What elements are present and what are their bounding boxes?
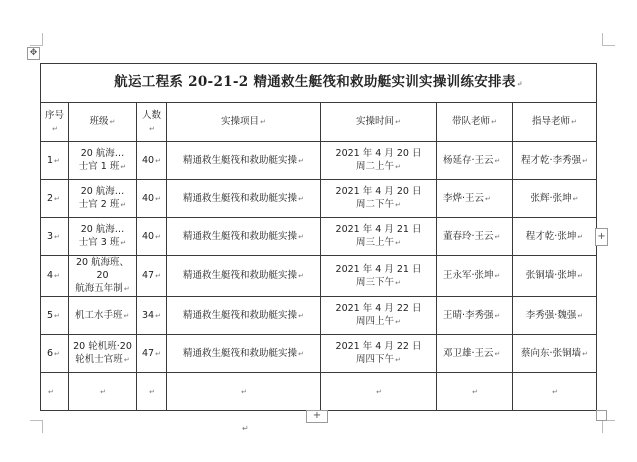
row-item-cell[interactable]: 精通救生艇筏和救助艇实操↵ (167, 297, 321, 335)
row-item-cell[interactable]: 精通救生艇筏和救助艇实操↵ (167, 180, 321, 218)
empty-cell[interactable]: ↵ (167, 373, 321, 411)
table-row (41, 256, 597, 297)
row-class-cell[interactable]: 20 轮机班·20 轮机士官班↵ (69, 335, 137, 373)
row-count-cell[interactable]: 40↵ (137, 218, 167, 256)
add-row-button[interactable]: + (306, 410, 328, 423)
row-leader-cell[interactable]: 王晴·李秀强↵ (437, 297, 513, 335)
header-cell-count[interactable]: 人数↵ (137, 103, 167, 142)
add-column-button[interactable]: + (595, 228, 608, 246)
row-no-cell[interactable]: 2↵ (41, 180, 69, 218)
row-leader-cell[interactable]: 邓卫雄·王云↵ (437, 335, 513, 373)
row-no-cell[interactable]: 1↵ (41, 142, 69, 180)
table-row (41, 335, 597, 373)
empty-cell[interactable]: ↵ (321, 373, 437, 411)
header-cell-no[interactable]: 序号↵ (41, 103, 69, 142)
header-cell-time[interactable]: 实操时间↵ (321, 103, 437, 142)
row-count-cell[interactable]: 47↵ (137, 335, 167, 373)
row-class-cell[interactable]: 20 航海班、20 航海五年制↵ (69, 256, 137, 297)
empty-cell[interactable]: ↵ (41, 373, 69, 411)
row-item-cell[interactable]: 精通救生艇筏和救助艇实操↵ (167, 256, 321, 297)
row-no-cell[interactable]: 6↵ (41, 335, 69, 373)
row-leader-cell[interactable]: 杨延存·王云↵ (437, 142, 513, 180)
row-instructor-cell[interactable]: 李秀强·魏强↵ (513, 297, 597, 335)
row-class-cell[interactable]: 20 航海… 士官 2 班↵ (69, 180, 137, 218)
page-crop-mark-bottom-left (30, 420, 43, 433)
table-row (41, 297, 597, 335)
empty-cell[interactable]: ↵ (437, 373, 513, 411)
row-count-cell[interactable]: 40↵ (137, 142, 167, 180)
row-no-cell[interactable]: 4↵ (41, 256, 69, 297)
row-count-cell[interactable]: 47↵ (137, 256, 167, 297)
row-instructor-cell[interactable]: 程才乾·李秀强↵ (513, 142, 597, 180)
header-cell-item[interactable]: 实操项目↵ (167, 103, 321, 142)
page-crop-mark-bottom-right (602, 420, 615, 433)
row-count-cell[interactable]: 34↵ (137, 297, 167, 335)
empty-cell[interactable]: ↵ (513, 373, 597, 411)
row-instructor-cell[interactable]: 蔡向东·张铜墙↵ (513, 335, 597, 373)
table-move-handle-icon[interactable]: ✥ (27, 47, 40, 60)
row-leader-cell[interactable]: 李烨·王云↵ (437, 180, 513, 218)
page-crop-mark-top-left (30, 33, 43, 46)
row-no-cell[interactable]: 5↵ (41, 297, 69, 335)
header-cell-leader[interactable]: 带队老师↵ (437, 103, 513, 142)
row-time-cell[interactable]: 2021 年 4 月 20 日 周二上午↵ (321, 142, 437, 180)
table-title-cell[interactable]: 航运工程系 20-21-2 精通救生艇筏和救助艇实训实操训练安排表↵ (41, 64, 597, 103)
row-leader-cell[interactable]: 董春玲·王云↵ (437, 218, 513, 256)
row-time-cell[interactable]: 2021 年 4 月 22 日 周四下午↵ (321, 335, 437, 373)
table-row (41, 218, 597, 256)
row-time-cell[interactable]: 2021 年 4 月 22 日 周四上午↵ (321, 297, 437, 335)
row-time-cell[interactable]: 2021 年 4 月 21 日 周三下午↵ (321, 256, 437, 297)
header-cell-class[interactable]: 班级↵ (69, 103, 137, 142)
row-time-cell[interactable]: 2021 年 4 月 20 日 周二下午↵ (321, 180, 437, 218)
row-leader-cell[interactable]: 王永军·张坤↵ (437, 256, 513, 297)
table-title: 航运工程系 20-21-2 精通救生艇筏和救助艇实训实操训练安排表 (114, 74, 516, 90)
schedule-table (40, 63, 597, 411)
table-title-row (41, 64, 597, 103)
row-item-cell[interactable]: 精通救生艇筏和救助艇实操↵ (167, 335, 321, 373)
paragraph-mark: ↵ (242, 424, 249, 433)
row-class-cell[interactable]: 机工水手班↵ (69, 297, 137, 335)
table-row-empty (41, 373, 597, 411)
table-row (41, 142, 597, 180)
empty-cell[interactable]: ↵ (69, 373, 137, 411)
row-instructor-cell[interactable]: 张铜墙·张坤↵ (513, 256, 597, 297)
row-class-cell[interactable]: 20 航海… 士官 3 班↵ (69, 218, 137, 256)
row-time-cell[interactable]: 2021 年 4 月 21 日 周三上午↵ (321, 218, 437, 256)
page-crop-mark-top-right (602, 33, 615, 46)
row-item-cell[interactable]: 精通救生艇筏和救助艇实操↵ (167, 142, 321, 180)
table-header-row (41, 103, 597, 142)
row-item-cell[interactable]: 精通救生艇筏和救助艇实操↵ (167, 218, 321, 256)
row-instructor-cell[interactable]: 张辉·张坤↵ (513, 180, 597, 218)
header-cell-instructor[interactable]: 指导老师↵ (513, 103, 597, 142)
row-class-cell[interactable]: 20 航海… 士官 1 班↵ (69, 142, 137, 180)
table-resize-handle[interactable] (596, 410, 607, 421)
row-no-cell[interactable]: 3↵ (41, 218, 69, 256)
empty-cell[interactable]: ↵ (137, 373, 167, 411)
table-row (41, 180, 597, 218)
row-instructor-cell[interactable]: 程才乾·张坤↵ (513, 218, 597, 256)
row-count-cell[interactable]: 40↵ (137, 180, 167, 218)
